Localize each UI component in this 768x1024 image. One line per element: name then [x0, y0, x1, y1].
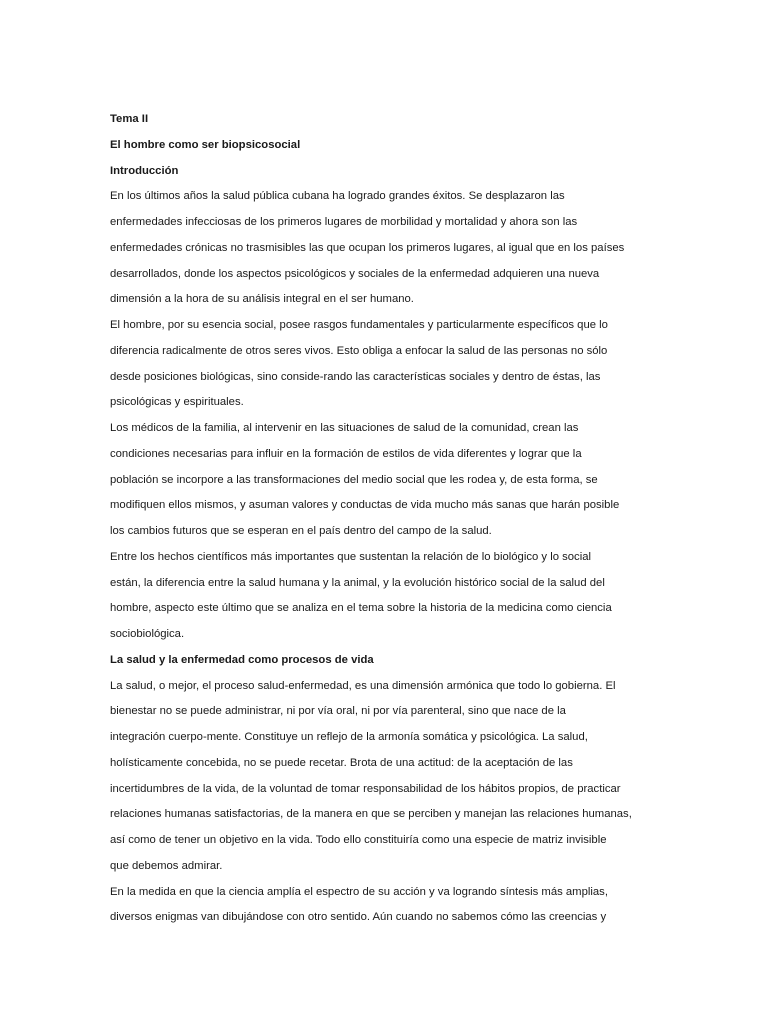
paragraph-line: diferencia radicalmente de otros seres vivos. Esto obliga a enfocar la salud de las personas no sólo — [110, 344, 608, 357]
paragraph-line: desde posiciones biológicas, sino conside-rando las características sociales y dentro de éstas, las — [110, 370, 601, 383]
section-heading: Introducción — [110, 164, 179, 177]
paragraph-line: están, la diferencia entre la salud humana y la animal, y la evolución histórico social de la salud del — [110, 576, 605, 589]
paragraph-line: modifiquen ellos mismos, y asuman valores y conductas de vida mucho más sanas que harán posible — [110, 499, 620, 512]
paragraph-line: hombre, aspecto este último que se analiza en el tema sobre la historia de la medicina como ciencia — [110, 602, 612, 615]
paragraph-line: población se incorpore a las transformaciones del medio social que les rodea y, de esta forma, se — [110, 473, 598, 486]
paragraph-line: La salud, o mejor, el proceso salud-enfermedad, es una dimensión armónica que todo lo gobierna. El — [110, 679, 616, 692]
paragraph-line: así como de tener un objetivo en la vida. Todo ello constituiría como una especie de matriz invisible — [110, 834, 607, 846]
paragraph-line: diversos enigmas van dibujándose con otro sentido. Aún cuando no sabemos cómo las creencias y — [110, 911, 607, 924]
document-body — [110, 107, 650, 931]
paragraph-line: enfermedades crónicas no trasmisibles las que ocupan los primeros lugares, al igual que en los países — [110, 241, 625, 254]
paragraph-line: Los médicos de la familia, al intervenir en las situaciones de salud de la comunidad, crean las — [110, 422, 579, 434]
paragraph-line: bienestar no se puede administrar, ni por vía oral, ni por vía parenteral, sino que nace de la — [110, 705, 566, 718]
paragraph-line: dimensión a la hora de su análisis integral en el ser humano. — [110, 293, 414, 306]
paragraph-line: los cambios futuros que se esperan en el país dentro del campo de la salud. — [110, 525, 492, 537]
paragraph-line: holísticamente concebida, no se puede recetar. Brota de una actitud: de la aceptación de las — [110, 756, 573, 769]
paragraph-line: integración cuerpo-mente. Constituye un reflejo de la armonía somática y psicológica. La salud, — [110, 731, 588, 743]
paragraph-line: enfermedades infecciosas de los primeros lugares de morbilidad y mortalidad y ahora son las — [110, 216, 578, 228]
paragraph-line: condiciones necesarias para influir en la formación de estilos de vida diferentes y lograr que la — [110, 447, 582, 460]
paragraph-line: desarrollados, donde los aspectos psicológicos y sociales de la enfermedad adquieren una nueva — [110, 267, 600, 280]
section-heading: El hombre como ser biopsicosocial — [110, 138, 301, 151]
paragraph-line: psicológicas y espirituales. — [110, 396, 244, 409]
paragraph-line: Entre los hechos científicos más importantes que sustentan la relación de lo biológico y lo social — [110, 550, 592, 563]
paragraph-line: sociobiológica. — [110, 628, 185, 640]
paragraph-line: En la medida en que la ciencia amplía el espectro de su acción y va logrando síntesis más amplias, — [110, 885, 608, 898]
section-heading: Tema II — [110, 113, 149, 125]
paragraph-line: El hombre, por su esencia social, posee rasgos fundamentales y particularmente específicos que lo — [110, 319, 608, 331]
section-heading: La salud y la enfermedad como procesos de vida — [110, 653, 374, 666]
paragraph-line: que debemos admirar. — [110, 859, 223, 872]
paragraph-line: En los últimos años la salud pública cubana ha logrado grandes éxitos. Se desplazaron las — [110, 190, 565, 203]
paragraph-line: relaciones humanas satisfactorias, de la manera en que se perciben y manejan las relaciones humanas, — [110, 808, 632, 821]
paragraph-line: incertidumbres de la vida, de la voluntad de tomar responsabilidad de los hábitos propios, de practicar — [110, 782, 621, 795]
